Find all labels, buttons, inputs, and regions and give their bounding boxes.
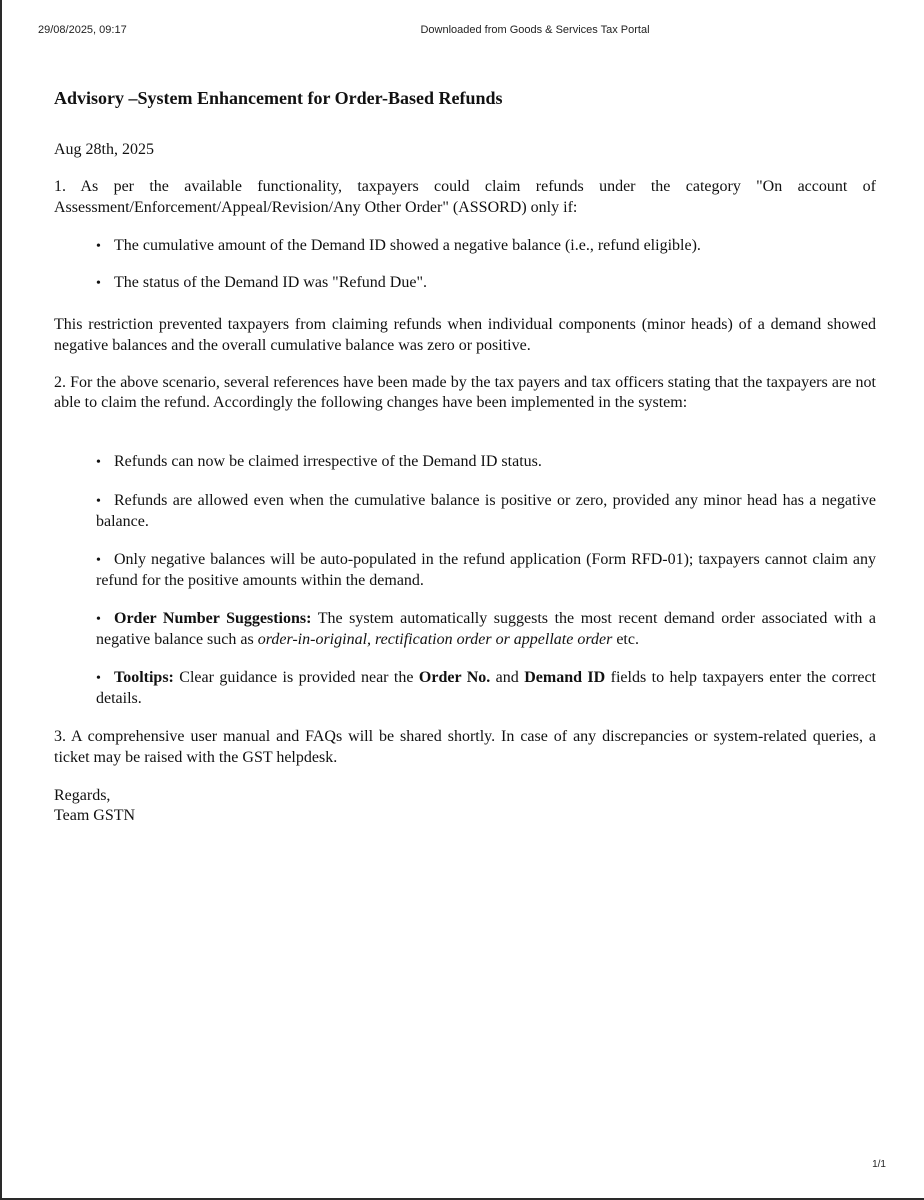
point-2-bullet-1 [96, 452, 876, 473]
print-header [2, 24, 924, 40]
page-number: 1/1 [872, 1159, 886, 1170]
point-2-bullet-5 [96, 668, 876, 709]
point-1-bullet-2 [96, 273, 876, 294]
bullet-label: Tooltips: [114, 669, 174, 686]
bullet-text: The status of the Demand ID was "Refund Due". [114, 274, 427, 291]
print-source: Downloaded from Goods & Services Tax Portal [420, 24, 650, 36]
point-3: 3. A comprehensive user manual and FAQs will be shared shortly. In case of any discrepancies or system-related queries, a ticket may be raised with the GST helpdesk. [54, 728, 876, 766]
bullet-glyph: • [96, 455, 101, 470]
bullet-text: The cumulative amount of the Demand ID showed a negative balance (i.e., refund eligible). [114, 237, 701, 254]
print-datetime: 29/08/2025, 09:17 [38, 24, 127, 36]
bullet-glyph: • [96, 553, 101, 568]
point-1-restriction: This restriction prevented taxpayers from claiming refunds when individual components (minor heads) of a demand showed negative balances and the overall cumulative balance was zero or positive. [54, 316, 876, 354]
bullet-glyph: • [96, 494, 101, 509]
bullet-text: Refunds are allowed even when the cumulative balance is positive or zero, provided any minor head has a negative balance. [96, 492, 876, 530]
point-1-bullet-1 [96, 236, 876, 257]
closing-regards: Regards, [54, 787, 111, 804]
bullet-glyph: • [96, 239, 101, 254]
bullet-glyph: • [96, 671, 101, 686]
document-date: Aug 28th, 2025 [54, 141, 154, 158]
bullet-text: Clear guidance is provided near the [173, 669, 419, 686]
bullet-text: The system automatically suggests the most recent demand order associated with a negative balance such as [96, 610, 876, 648]
field-name-order-no: Order No. [418, 669, 491, 686]
point-1-intro: 1. As per the available functionality, taxpayers could claim refunds under the category "On account of Assessment/Enforcement/Appeal/Revision/Any Other Order" (ASSORD) only if: [54, 178, 876, 216]
field-name-demand-id: Demand ID [524, 669, 606, 686]
bullet-glyph: • [96, 612, 101, 627]
bullet-text: and [490, 669, 525, 686]
bullet-tail: etc. [612, 631, 639, 648]
point-2-bullet-3 [96, 550, 876, 591]
signature: Team GSTN [54, 807, 136, 824]
bullet-text: Only negative balances will be auto-populated in the refund application (Form RFD-01); taxpayers cannot claim any refund for the positive amounts within the demand. [96, 551, 876, 589]
bullet-label: Order Number Suggestions: [114, 610, 312, 627]
document-title: Advisory –System Enhancement for Order-Based Refunds [54, 88, 503, 108]
point-2-bullet-4 [96, 609, 876, 650]
bullet-italic-text: order-in-original, rectification order or appellate order [257, 631, 613, 648]
bullet-glyph: • [96, 276, 101, 291]
point-2-intro: 2. For the above scenario, several references have been made by the tax payers and tax officers stating that the taxpayers are not able to claim the refund. Accordingly the following changes have been implemented in the system: [54, 374, 876, 411]
bullet-text: fields to help taxpayers enter the correct details. [96, 669, 876, 707]
point-2-bullet-2 [96, 491, 876, 532]
bullet-text: Refunds can now be claimed irrespective of the Demand ID status. [114, 453, 542, 470]
